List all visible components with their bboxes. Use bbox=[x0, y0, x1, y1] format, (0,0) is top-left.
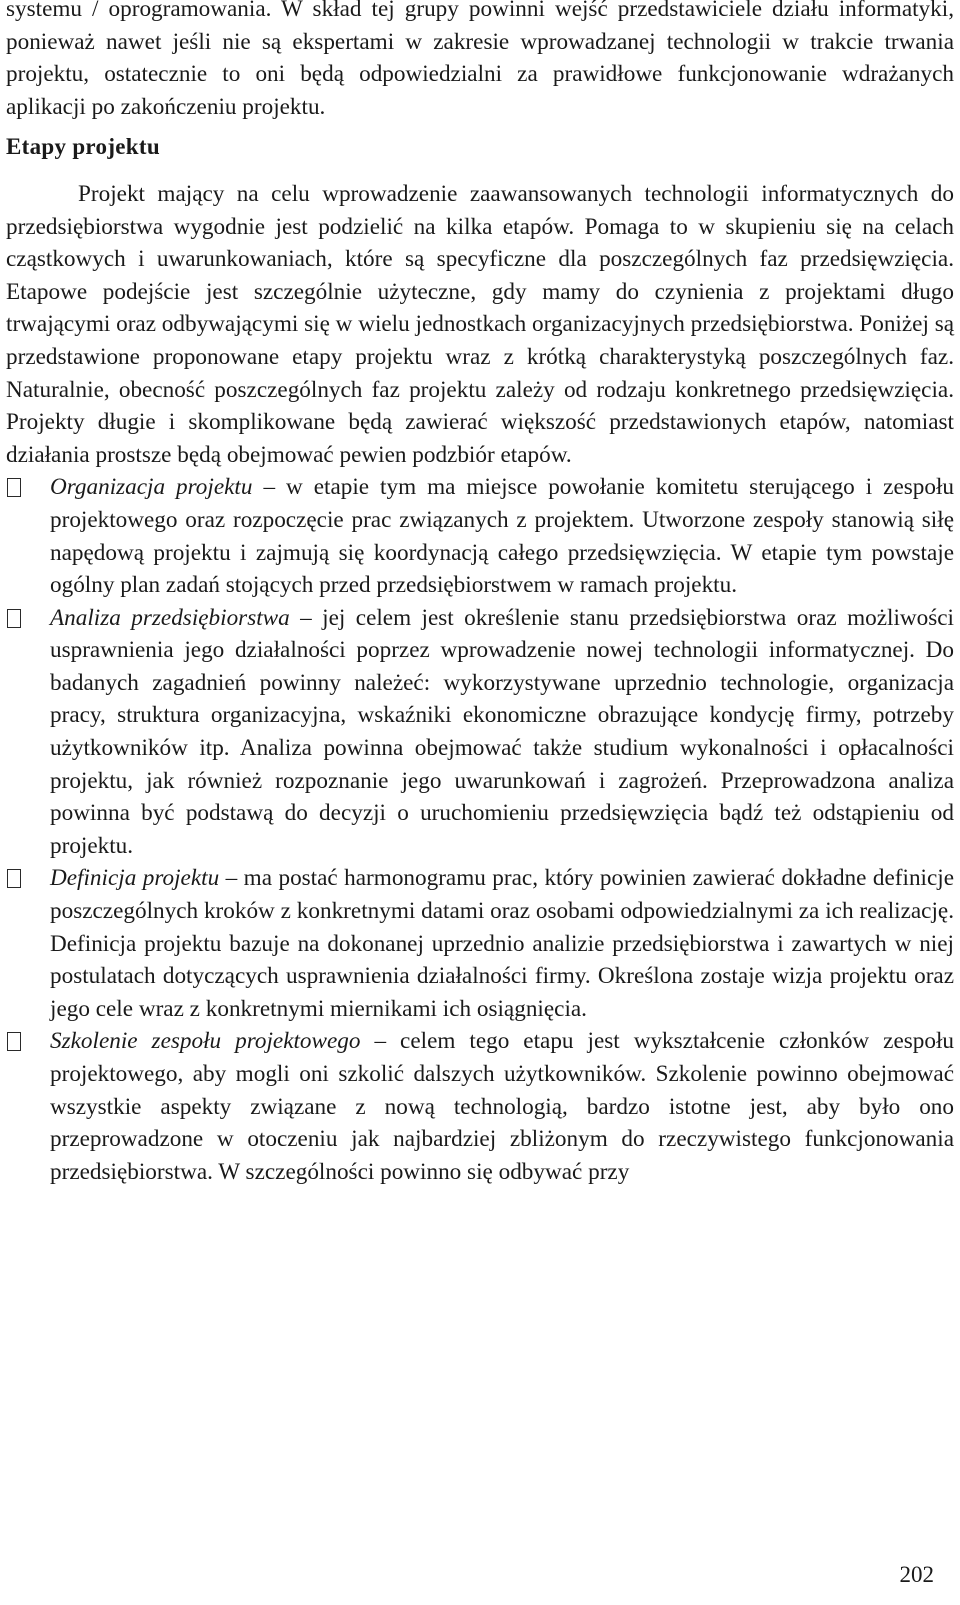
stage-description: – ma postać harmonogramu prac, który powinien zawierać dokładne definicje poszczególnych kroków z konkretnymi datami oraz osobami odpowiedzialnymi za ich realizację. Definicja projektu bazuje na dokonanej uprzednio analizie przedsiębiorstwa i zawartych w niej postulatach dotyczących usprawnienia działalności firmy. Określona zostaje wizja projektu oraz jego cele wraz z konkretnymi miernikami ich osiągnięcia. bbox=[50, 865, 955, 1022]
document-page bbox=[6, 0, 954, 1188]
list-item bbox=[6, 1025, 954, 1188]
stage-description: – celem tego etapu jest wykształcenie członków zespołu projektowego, aby mogli oni szkolić dalszych użytkowników. Szkolenie powinno obejmować wszystkie aspekty związane z nową technologią, bardzo istotne jest, aby było ono przeprowadzone w otoczeniu jak najbardziej zbliżonym do rzeczywistego funkcjonowania przedsiębiorstwa. W szczególności powinno się odbywać przy bbox=[50, 1028, 954, 1185]
checkbox-bullet-icon bbox=[7, 1032, 21, 1051]
stage-description: – jej celem jest określenie stanu przedsiębiorstwa oraz możliwości usprawnienia jego działalności poprzez wprowadzenie nowej technologii informatycznej. Do badanych zagadnień powinny należeć: wykorzystywane uprzednio technologie, organizacja pracy, struktura organizacyjna, wskaźniki ekonomiczne obrazujące kondycję firmy, potrzeby użytkowników itp. Analiza powinna obejmować także studium wykonalności i opłacalności projektu, jak również rozpoznanie jego uwarunkowań i zagrożeń. Przeprowadzona analiza powinna być podstawą do decyzji o uruchomieniu przedsięwzięcia bądź też odstąpieniu od projektu. bbox=[50, 604, 954, 859]
list-item bbox=[6, 862, 954, 1025]
stage-term: Szkolenie zespołu projektowego bbox=[50, 1028, 361, 1055]
checkbox-bullet-icon bbox=[7, 609, 21, 628]
page-number: 202 bbox=[899, 1562, 934, 1587]
stage-term: Analiza przedsiębiorstwa bbox=[50, 604, 290, 631]
body-paragraph: Projekt mający na celu wprowadzenie zaawansowanych technologii informatycznych do przedsiębiorstwa wygodnie jest podzielić na kilka etapów. Pomaga to w skupieniu się na celach cząstkowych i uwarunkowaniach, które są specyficzne dla poszczególnych faz przedsięwzięcia. Etapowe podejście jest szczególnie użyteczne, gdy mamy do czynienia z projektami długo trwającymi oraz odbywającymi się w wielu jednostkach organizacyjnych przedsiębiorstwa. Poniżej są przedstawione proponowane etapy projektu wraz z krótką charakterystyką poszczególnych faz. Naturalnie, obecność poszczególnych faz projektu zależy od rodzaju konkretnego przedsięwzięcia. Projekty długie i skomplikowane będą zawierać większość przedstawionych etapów, natomiast działania prostsze będą obejmować pewien podzbiór etapów. bbox=[6, 180, 955, 468]
stage-description: – w etapie tym ma miejsce powołanie komitetu sterującego i zespołu projektowego oraz rozpoczęcie prac związanych z projektem. Utworzone zespoły stanowią siłę napędową projektu i zajmują się koordynacją całego przedsięwzięcia. W etapie tym powstaje ogólny plan zadań stojących przed przedsiębiorstwem w ramach projektu. bbox=[50, 474, 954, 599]
stage-term: Organizacja projektu bbox=[50, 474, 253, 501]
list-item bbox=[6, 471, 954, 601]
checkbox-bullet-icon bbox=[7, 478, 21, 497]
checkbox-bullet-icon bbox=[7, 869, 21, 888]
list-item bbox=[6, 602, 954, 863]
stage-term: Definicja projektu bbox=[50, 865, 220, 892]
stage-list bbox=[6, 471, 954, 1188]
intro-paragraph: systemu / oprogramowania. W skład tej grupy powinni wejść przedstawiciele działu informatyki, ponieważ nawet jeśli nie są ekspertami w zakresie wprowadzanej technologii w trakcie trwania projektu, ostatecznie to oni będą odpowiedzialni za prawidłowe funkcjonowanie wdrażanych aplikacji po zakończeniu projektu. bbox=[6, 0, 954, 120]
section-heading: Etapy projektu bbox=[6, 134, 160, 160]
